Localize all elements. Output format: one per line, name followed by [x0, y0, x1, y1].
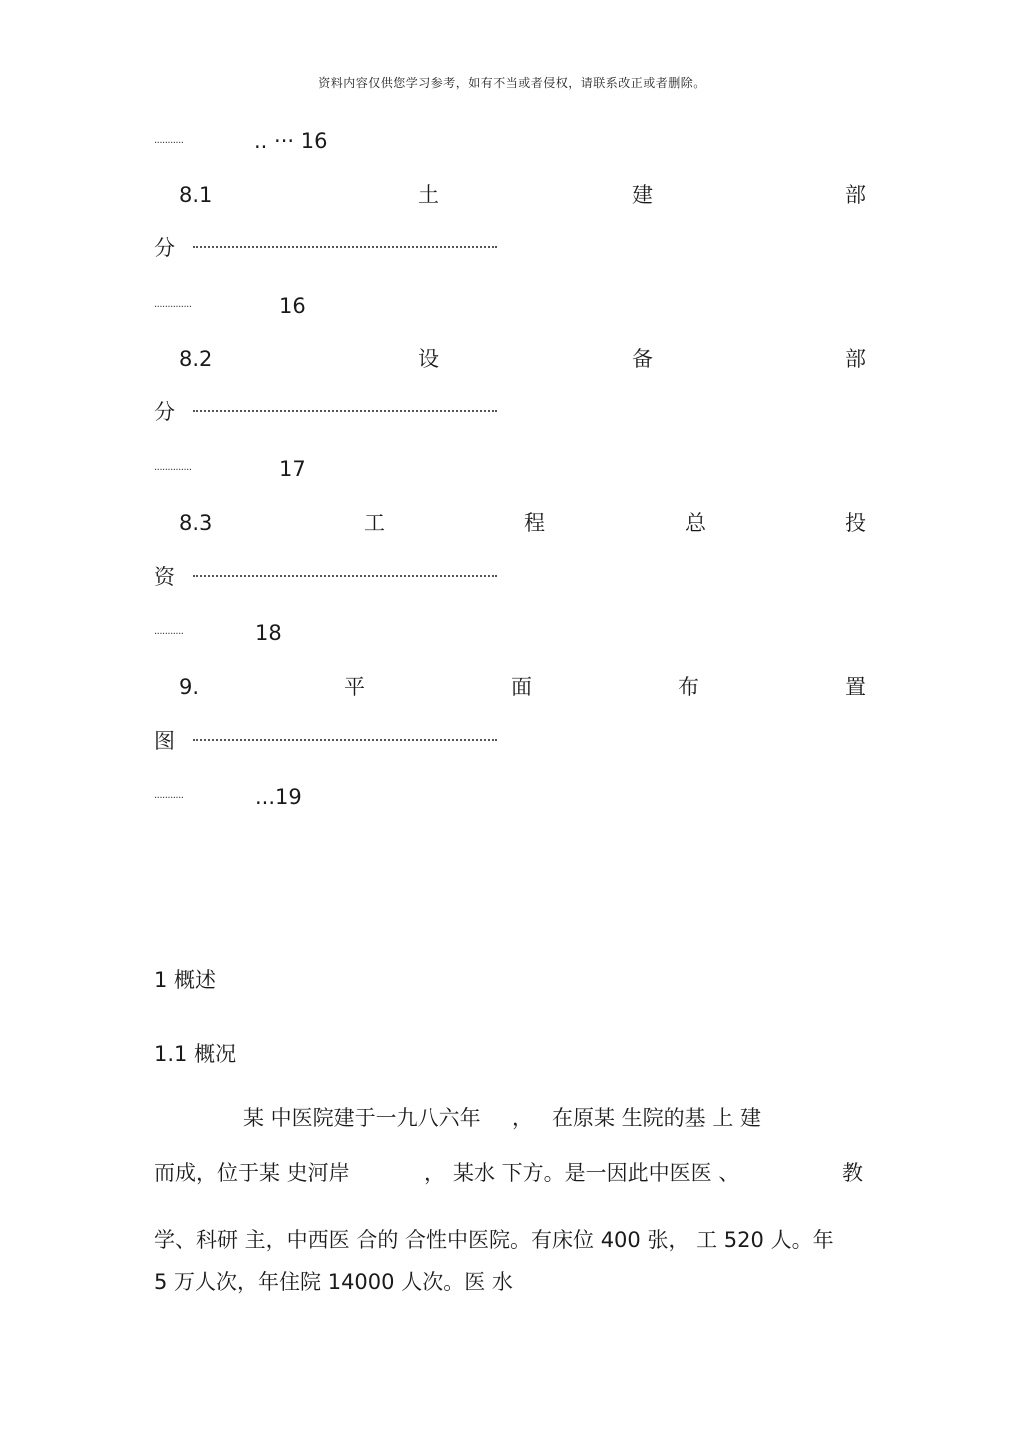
section-heading-1: 1 概述 [154, 968, 217, 992]
toc-entry-char: 程 [524, 511, 545, 535]
paragraph-text: 教 [842, 1161, 863, 1185]
paragraph-text: ， [512, 1106, 533, 1130]
toc-entry-tail-char: 分 [154, 236, 175, 260]
toc-entry-char: 置 [845, 675, 866, 699]
toc-leader-dots: ........... [154, 626, 184, 637]
toc-entry-number: 8.1 [179, 183, 213, 207]
toc-entry-char: 总 [685, 511, 706, 535]
paragraph-text: 某水 下方。是一因此中医医 、 [453, 1161, 740, 1185]
toc-entry-char: 部 [845, 183, 866, 207]
toc-leader-line [193, 575, 497, 577]
toc-page-number: 18 [255, 621, 282, 645]
paragraph-text: 在原某 生院的基 上 建 [552, 1106, 762, 1130]
copyright-notice: 资料内容仅供您学习参考，如有不当或者侵权，请联系改正或者删除。 [318, 76, 706, 90]
toc-entry-char: 平 [344, 675, 365, 699]
toc-page-number: 17 [279, 457, 306, 481]
toc-leader-line [193, 410, 497, 412]
toc-entry-char: 布 [678, 675, 699, 699]
toc-entry-number: 8.2 [179, 347, 213, 371]
paragraph-text: 5 万人次，年住院 14000 人次。医 水 [154, 1270, 513, 1294]
toc-entry-char: 工 [364, 511, 385, 535]
toc-entry-number: 8.3 [179, 511, 213, 535]
toc-entry-char: 部 [845, 347, 866, 371]
paragraph-text: ， [424, 1161, 445, 1185]
toc-entry-char: 建 [632, 183, 653, 207]
toc-entry-char: 设 [418, 347, 439, 371]
section-heading-1-1: 1.1 概况 [154, 1042, 237, 1066]
toc-leader-line [193, 246, 497, 248]
toc-entry-char: 土 [418, 183, 439, 207]
toc-entry-tail-char: 分 [154, 400, 175, 424]
toc-entry-char: 面 [511, 675, 532, 699]
toc-entry-char: 投 [845, 511, 866, 535]
toc-page-number: ...19 [255, 785, 302, 809]
toc-leader-dots: ........... [154, 790, 184, 801]
toc-page-number: .. ··· 16 [254, 129, 328, 153]
toc-entry-tail-char: 资 [154, 565, 175, 589]
toc-entry-tail-char: 图 [154, 729, 175, 753]
toc-leader-dots: .............. [154, 299, 192, 310]
toc-leader-line [193, 739, 497, 741]
toc-leader-dots: ........... [154, 135, 184, 146]
toc-entry-char: 备 [632, 347, 653, 371]
toc-entry-number: 9. [179, 675, 200, 699]
toc-page-number: 16 [279, 294, 306, 318]
toc-leader-dots: .............. [154, 462, 192, 473]
paragraph-text: 而成，位于某 史河岸 [154, 1161, 350, 1185]
paragraph-text: 学、科研 主，中西医 合的 合性中医院。有床位 400 张， 工 520 人。年 [154, 1228, 834, 1252]
paragraph-text: 某 中医院建于一九八六年 [243, 1106, 481, 1130]
